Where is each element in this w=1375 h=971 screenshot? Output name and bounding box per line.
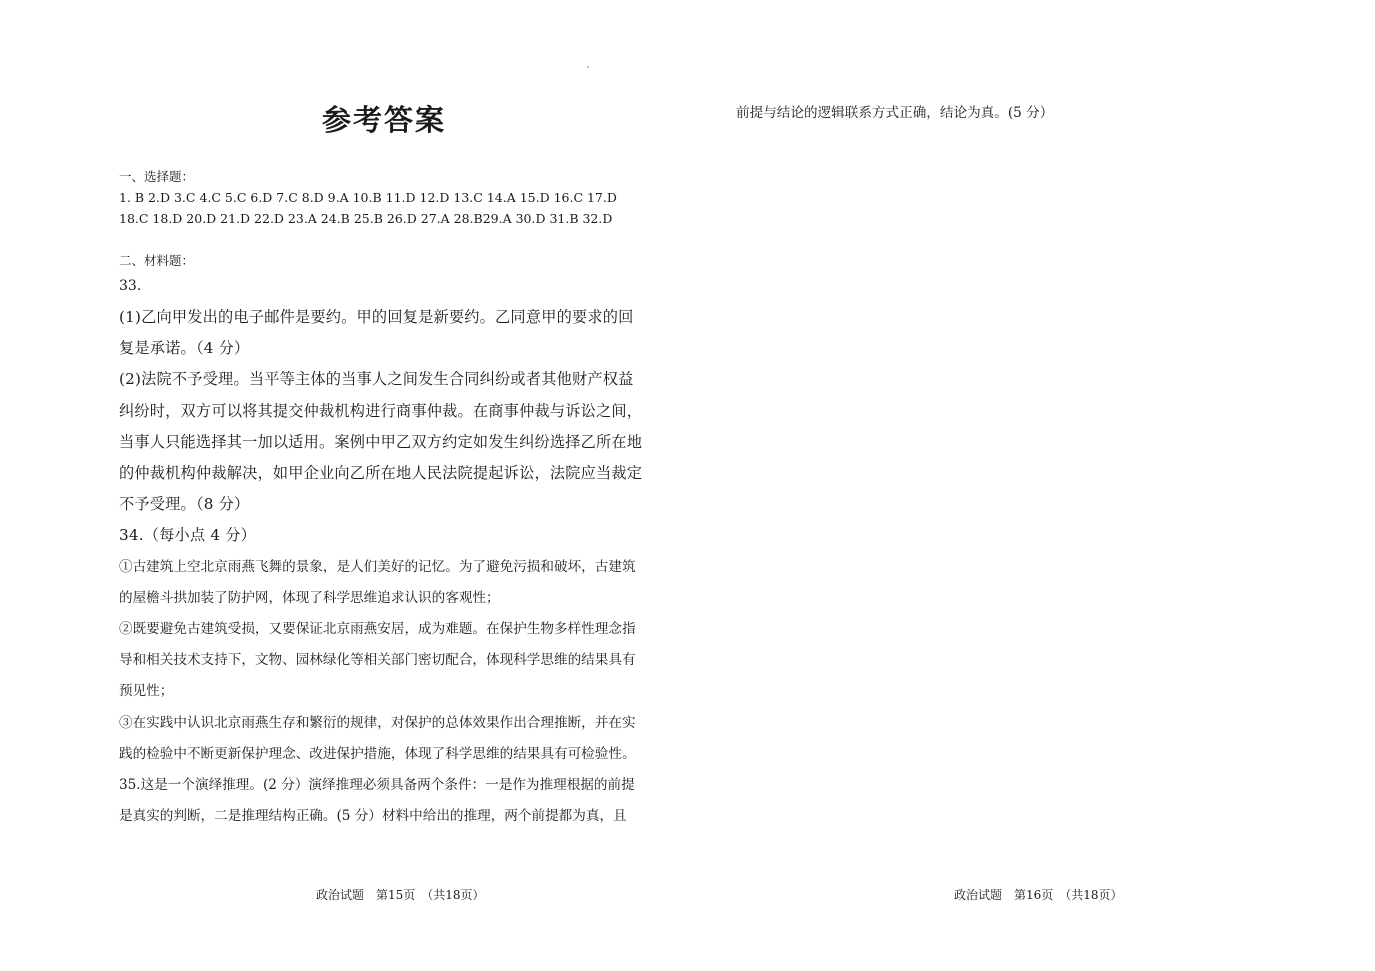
right-page (688, 0, 1375, 971)
answers-line-1: 1. B 2.D 3.C 4.C 5.C 6.D 7.C 8.D 9.A 10.B 11.D 12.D 13.C 14.A 15.D 16.C 17.D (119, 190, 617, 205)
q34-point1: ①古建筑上空北京雨燕飞舞的景象，是人们美好的记忆。为了避免污损和破坏，古建筑的屋檐斗拱加装了防护网，体现了科学思维追求认识的客观性； (119, 558, 636, 606)
page-footer-left: 政治试题 第15页 （共18页） (316, 888, 485, 902)
page-title: 参考答案 (322, 103, 447, 137)
q35-continuation: 前提与结论的逻辑联系方式正确，结论为真。(5 分） (736, 105, 1054, 121)
q33-part2: (2)法院不予受理。当平等主体的当事人之间发生合同纠纷或者其他财产权益纠纷时，双方可以将其提交仲裁机构进行商事仲裁。在商事仲裁与诉讼之间，当事人只能选择其一加以适用。案例中甲乙双方约定如发生纠纷选择乙所在地的仲裁机构仲裁解决，如甲企业向乙所在地人民法院提起诉讼，法院应当裁定不予受理。（8 分） (119, 370, 643, 514)
q34-heading: 34.（每小点 4 分） (119, 526, 256, 545)
q34-point3: ③在实践中认识北京雨燕生存和繁衍的规律，对保护的总体效果作出合理推断，并在实践的检验中不断更新保护理念、改进保护措施，体现了科学思维的结果具有可检验性。 (119, 714, 636, 762)
section1-heading: 一、选择题： (119, 169, 195, 184)
q33-part1: (1)乙向甲发出的电子邮件是要约。甲的回复是新要约。乙同意甲的要求的回复是承诺。（4 分） (119, 308, 634, 358)
answer-content (119, 166, 643, 832)
section2-heading: 二、材料题： (119, 253, 195, 268)
page-footer-right: 政治试题 第16页 （共18页） (954, 888, 1123, 902)
scan-dot (587, 66, 589, 68)
q35-answer: 35.这是一个演绎推理。(2 分）演绎推理必须具备两个条件：一是作为推理根据的前提是真实的判断，二是推理结构正确。(5 分）材料中给出的推理，两个前提都为真，且 (119, 777, 635, 825)
q34-point2: ②既要避免古建筑受损，又要保证北京雨燕安居，成为难题。在保护生物多样性理念指导和相关技术支持下，文物、园林绿化等相关部门密切配合，体现科学思维的结果具有预见性； (119, 621, 636, 700)
q33-number: 33. (119, 278, 142, 294)
answers-line-2: 18.C 18.D 20.D 21.D 22.D 23.A 24.B 25.B 26.D 27.A 28.B29.A 30.D 31.B 32.D (119, 211, 613, 226)
